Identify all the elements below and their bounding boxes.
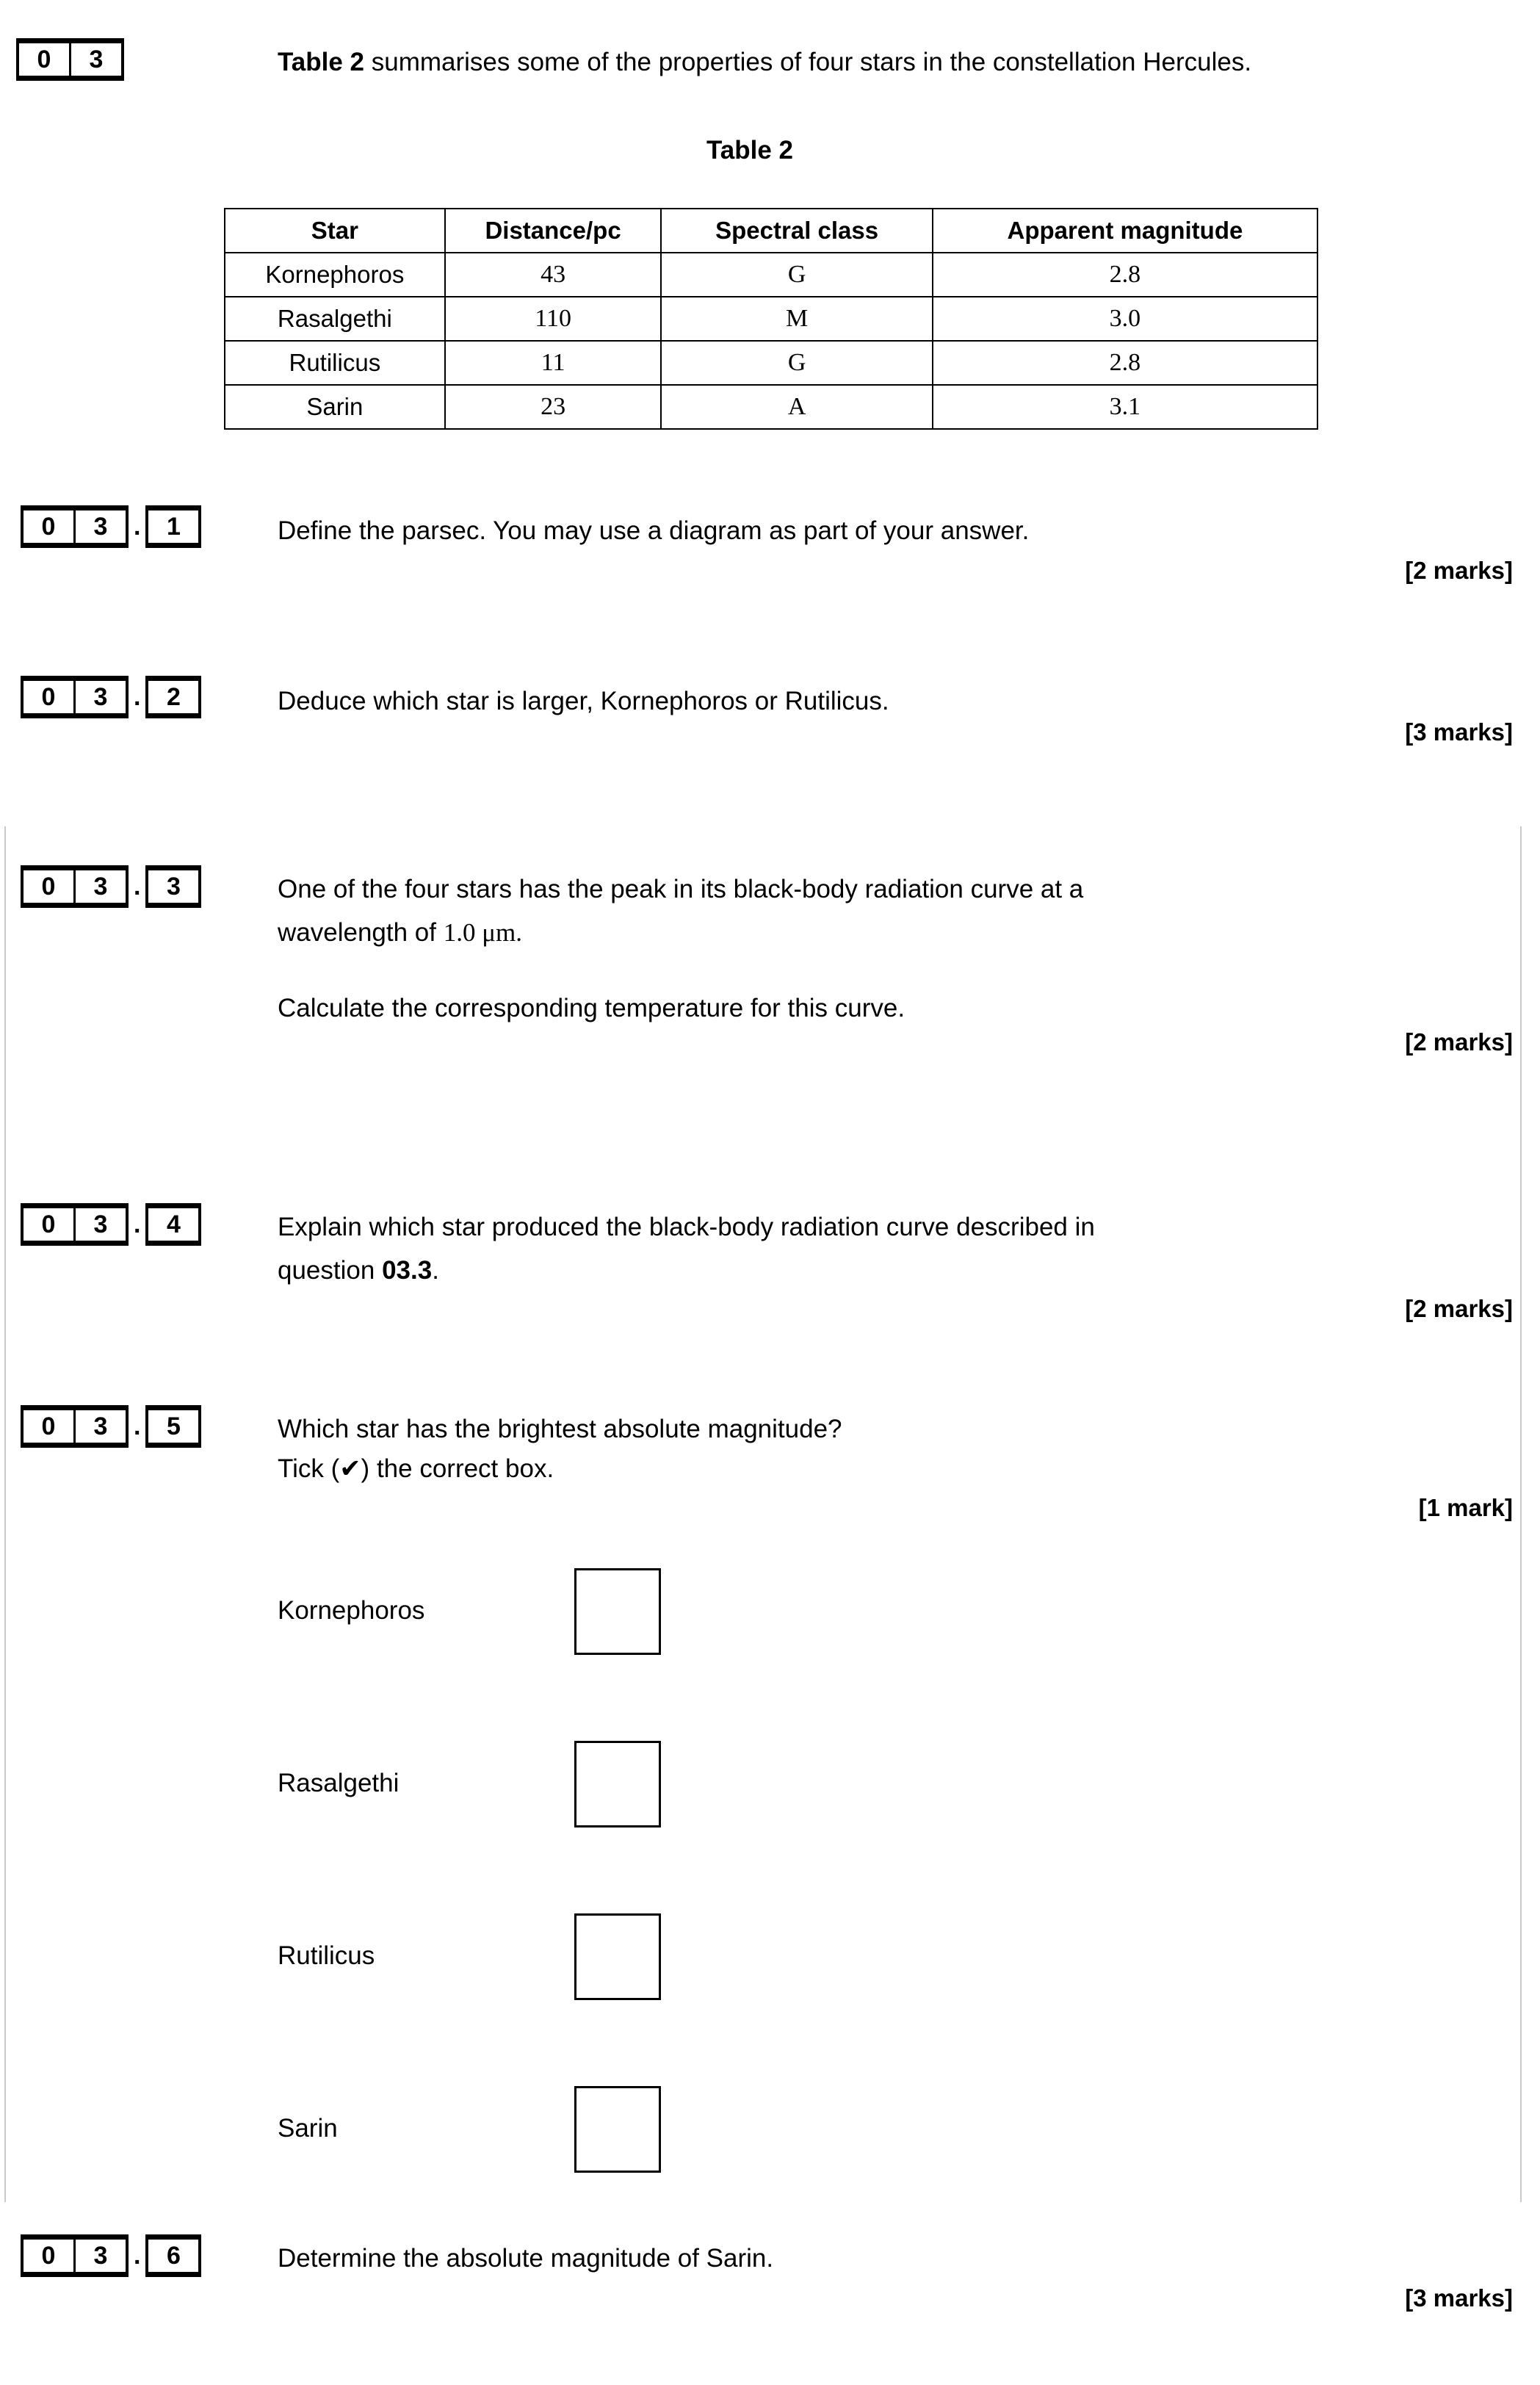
tick-option-kornephoros[interactable]: [278, 1568, 689, 1658]
table-caption: Table 2: [706, 136, 794, 165]
question-digit-2: 3: [69, 43, 121, 76]
question-number-separator: .: [134, 2242, 141, 2270]
question-number-separator: .: [134, 513, 141, 541]
question-ref-prefix: question: [278, 1256, 383, 1285]
question-number-03: [16, 38, 124, 81]
question-03-4-line1: Explain which star produced the black-body radiation curve described in: [278, 1213, 1095, 1241]
intro-rest-text: summarises some of the properties of four stars in the constellation Hercules.: [364, 48, 1252, 76]
question-ref-bold: 03.3: [382, 1256, 433, 1285]
question-number-03-6: [21, 2234, 201, 2277]
tick-checkbox[interactable]: [574, 1568, 661, 1655]
question-03-1-text: Define the parsec. You may use a diagram as part of your answer.: [278, 516, 1030, 545]
tick-checkbox[interactable]: [574, 1913, 661, 2000]
tick-option-label: Rutilicus: [278, 1941, 375, 1970]
wavelength-prefix: wavelength of: [278, 918, 444, 947]
question-subnumber-box: [145, 676, 201, 718]
cell-star-name: Rutilicus: [225, 341, 445, 385]
question-03-5-line2: Tick (✔) the correct box.: [278, 1454, 554, 1483]
question-subdigit: 6: [166, 2242, 181, 2270]
left-margin-rule: [4, 826, 6, 2202]
question-number-separator: .: [134, 873, 141, 901]
question-digit-1: 0: [41, 2242, 56, 2270]
cell-spectral-class: G: [661, 341, 932, 385]
question-subdigit: 3: [166, 873, 181, 901]
question-number-box: [21, 676, 129, 718]
question-03-3-line2: [278, 916, 1431, 950]
cell-distance: 43: [445, 253, 662, 297]
question-digit-2: 3: [73, 1208, 126, 1241]
question-number-separator: .: [134, 1412, 141, 1440]
question-digit-1: 0: [41, 873, 56, 901]
question-03-6-text: Determine the absolute magnitude of Sarin.: [278, 2244, 774, 2273]
tick-option-label: Sarin: [278, 2114, 338, 2143]
cell-star-name: Kornephoros: [225, 253, 445, 297]
tick-option-rutilicus[interactable]: [278, 1913, 689, 2003]
cell-distance: 110: [445, 297, 662, 341]
question-digit-2: 3: [73, 510, 126, 543]
question-digit-1: 0: [41, 683, 56, 711]
question-digit-1: 0: [41, 513, 56, 541]
column-header-spectral-class: Spectral class: [661, 209, 932, 253]
table-header-row: [225, 209, 1317, 253]
wavelength-value: 1.0 μm.: [443, 918, 522, 947]
cell-star-name: Rasalgethi: [225, 297, 445, 341]
question-03-intro-text: [278, 46, 1438, 80]
question-number-box: [21, 505, 129, 548]
cell-apparent-magnitude: 2.8: [933, 341, 1317, 385]
question-03-3-marks: [2 marks]: [1405, 1028, 1513, 1056]
question-subdigit: 4: [166, 1210, 181, 1238]
tick-option-rasalgethi[interactable]: [278, 1741, 689, 1830]
question-subnumber-box: [145, 505, 201, 548]
tick-checkbox[interactable]: [574, 1741, 661, 1827]
right-margin-rule: [1520, 826, 1522, 2202]
question-number-03-1: [21, 505, 201, 548]
cell-star-name: Sarin: [225, 385, 445, 429]
question-digit-1: 0: [41, 1210, 56, 1238]
question-subnumber-box: [145, 865, 201, 908]
tick-option-label: Rasalgethi: [278, 1769, 400, 1797]
table-row: [225, 253, 1317, 297]
question-03-3-line1: One of the four stars has the peak in its black-body radiation curve at a: [278, 875, 1084, 903]
column-header-star: Star: [225, 209, 445, 253]
question-number-box: [21, 2234, 129, 2277]
cell-distance: 11: [445, 341, 662, 385]
question-03-2-text: Deduce which star is larger, Kornephoros or Rutilicus.: [278, 687, 889, 715]
question-number-03-4: [21, 1203, 201, 1246]
cell-apparent-magnitude: 3.0: [933, 297, 1317, 341]
question-subdigit: 2: [166, 683, 181, 711]
question-digit-2: 3: [73, 870, 126, 903]
question-03-3-line3: Calculate the corresponding temperature for this curve.: [278, 994, 905, 1022]
column-header-distance: Distance/pc: [445, 209, 662, 253]
table-row: [225, 385, 1317, 429]
tick-checkbox[interactable]: [574, 2086, 661, 2173]
cell-distance: 23: [445, 385, 662, 429]
question-03-4-marks: [2 marks]: [1405, 1295, 1513, 1322]
cell-apparent-magnitude: 3.1: [933, 385, 1317, 429]
cell-spectral-class: G: [661, 253, 932, 297]
question-digit-2: 3: [73, 2240, 126, 2272]
question-number-separator: .: [134, 683, 141, 711]
question-number-box: [21, 865, 129, 908]
question-number-box: [21, 1405, 129, 1448]
cell-apparent-magnitude: 2.8: [933, 253, 1317, 297]
question-number-separator: .: [134, 1210, 141, 1238]
question-digit-1: 0: [41, 1412, 56, 1440]
cell-spectral-class: A: [661, 385, 932, 429]
question-number-03-3: [21, 865, 201, 908]
question-number-box: [16, 38, 124, 81]
question-03-5-marks: [1 mark]: [1418, 1494, 1513, 1521]
question-subnumber-box: [145, 1405, 201, 1448]
tick-option-label: Kornephoros: [278, 1596, 425, 1625]
column-header-apparent-magnitude: Apparent magnitude: [933, 209, 1317, 253]
question-number-box: [21, 1203, 129, 1246]
question-subdigit: 5: [166, 1412, 181, 1440]
table-reference-bold: Table 2: [278, 48, 365, 76]
question-ref-suffix: .: [432, 1256, 439, 1285]
question-03-1-marks: [2 marks]: [1405, 557, 1513, 584]
question-digit-2: 3: [73, 1410, 126, 1443]
question-03-2-marks: [3 marks]: [1405, 718, 1513, 746]
stars-table: [224, 208, 1318, 430]
question-digit-2: 3: [73, 681, 126, 713]
question-digit-1: 0: [37, 46, 51, 73]
table-row: [225, 341, 1317, 385]
cell-spectral-class: M: [661, 297, 932, 341]
tick-option-sarin[interactable]: [278, 2086, 689, 2176]
question-subnumber-box: [145, 2234, 201, 2277]
question-03-6-marks: [3 marks]: [1405, 2284, 1513, 2312]
question-03-4-line2: [278, 1254, 1453, 1288]
question-number-03-5: [21, 1405, 201, 1448]
question-subnumber-box: [145, 1203, 201, 1246]
question-number-03-2: [21, 676, 201, 718]
table-row: [225, 297, 1317, 341]
question-03-5-line1: Which star has the brightest absolute magnitude?: [278, 1415, 842, 1443]
question-subdigit: 1: [166, 513, 181, 541]
